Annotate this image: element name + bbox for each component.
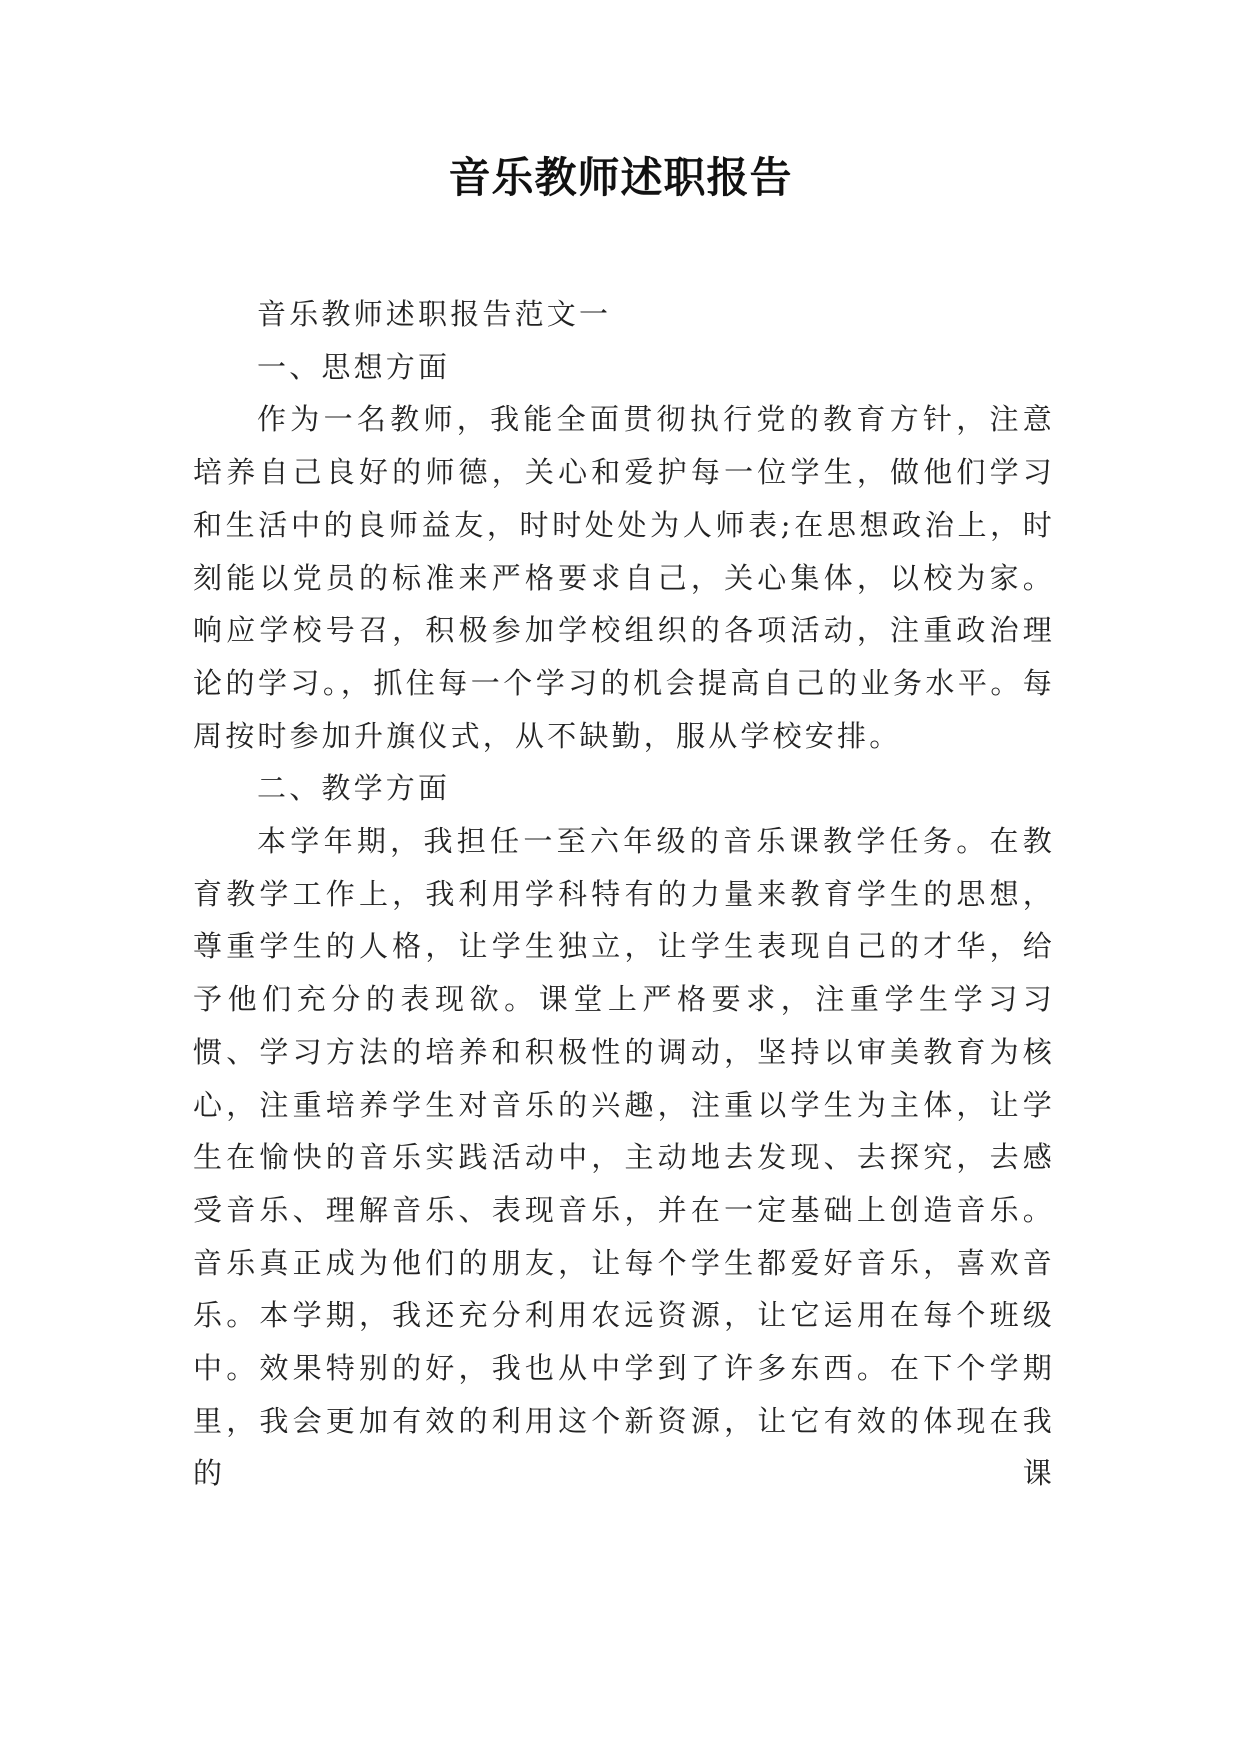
document-body bbox=[193, 288, 1055, 1500]
document-title: 音乐教师述职报告 bbox=[448, 153, 793, 202]
section-heading-thought: 一、思想方面 bbox=[257, 349, 451, 384]
subtitle-paragraph: 音乐教师述职报告范文一 bbox=[257, 297, 612, 331]
section-heading-teaching: 二、教学方面 bbox=[257, 771, 451, 806]
paragraph-thought: 作为一名教师，我能全面贯彻执行党的教育方针，注意培养自己良好的师德，关心和爱护每一位学生，做他们学习和生活中的良师益友，时时处处为人师表;在思想政治上，时刻能以党员的标准来严格要求自己，关心集体，以校为家。响应学校号召，积极参加学校组织的各项活动，注重政治理论的学习。，抓住每一个学习的机会提高自己的业务水平。每周按时参加升旗仪式，从不缺勤，服从学校安排。 bbox=[193, 402, 1055, 753]
paragraph-teaching: 本学年期，我担任一至六年级的音乐课教学任务。在教育教学工作上，我利用学科特有的力量来教育学生的思想，尊重学生的人格，让学生独立，让学生表现自己的才华，给予他们充分的表现欲。课堂上严格要求，注重学生学习习惯、学习方法的培养和积极性的调动，坚持以审美教育为核心，注重培养学生对音乐的兴趣，注重以学生为主体，让学生在愉快的音乐实践活动中，主动地去发现、去探究，去感受音乐、理解音乐、表现音乐，并在一定基础上创造音乐。音乐真正成为他们的朋友，让每个学生都爱好音乐，喜欢音乐。本学期，我还充分利用农远资源，让它运用在每个班级中。效果特别的好，我也从中学到了许多东西。在下个学期里，我会更加有效的利用这个新资源，让它有效的体现在我的课 bbox=[193, 824, 1055, 1491]
